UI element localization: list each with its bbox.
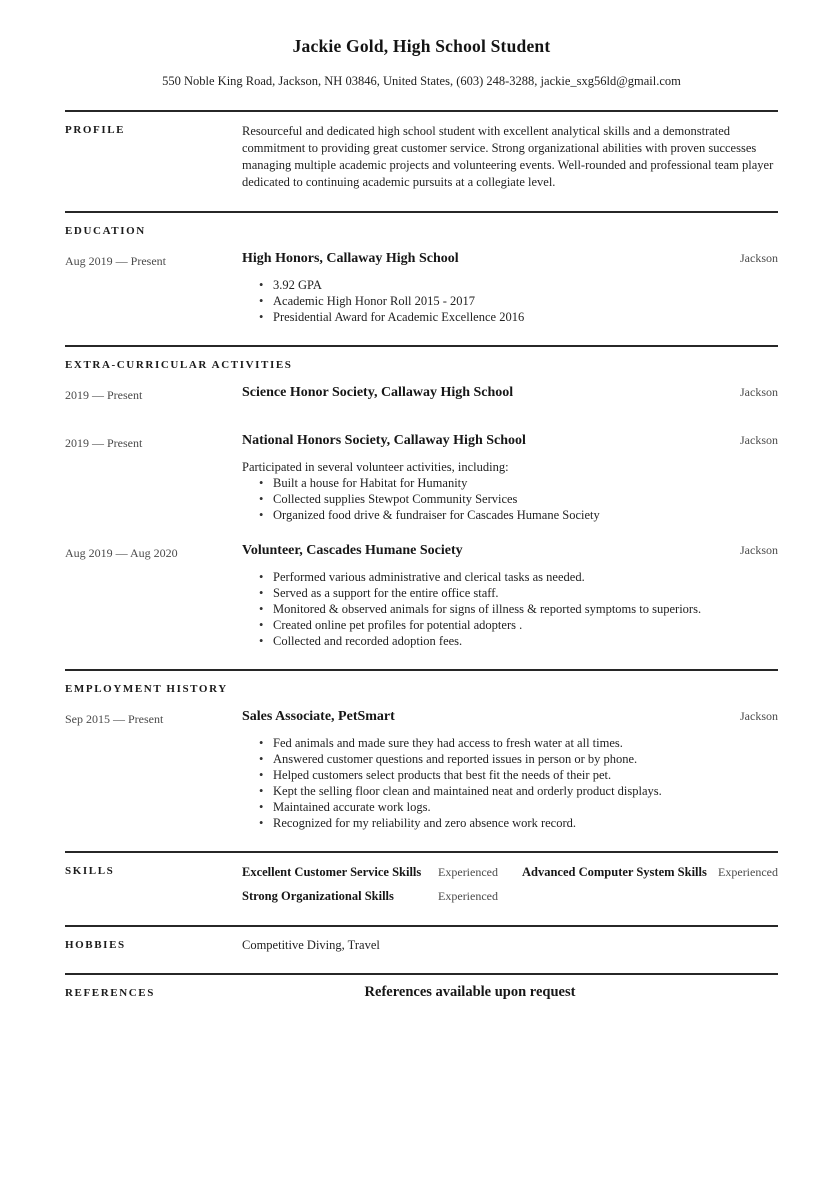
- bullet-text: Served as a support for the entire office staff.: [273, 586, 499, 600]
- skill-level: Experienced: [438, 865, 498, 879]
- section-label-employment: EMPLOYMENT HISTORY: [65, 683, 228, 695]
- skill-level: Experienced: [438, 889, 498, 903]
- resume-name: Jackie Gold, High School Student: [292, 36, 551, 56]
- bullet-dot: •: [259, 634, 264, 648]
- bullet-item: [242, 815, 778, 831]
- bullet-dot: •: [259, 586, 264, 600]
- section-education: [65, 211, 778, 345]
- entry-title: High Honors, Callaway High School: [242, 251, 459, 266]
- skill-item: [242, 888, 498, 905]
- entry-intro: Participated in several volunteer activities, including:: [242, 460, 509, 474]
- entry-location: Jackson: [740, 709, 778, 723]
- bullet-dot: •: [259, 278, 264, 292]
- section-label-references: REFERENCES: [65, 987, 155, 999]
- entry-title: Volunteer, Cascades Humane Society: [242, 543, 463, 558]
- references-text: References available upon request: [364, 984, 576, 1000]
- bullet-dot: •: [259, 310, 264, 324]
- bullet-dot: •: [259, 816, 264, 830]
- skill-name: Excellent Customer Service Skills: [242, 865, 422, 879]
- entry-title: Sales Associate, PetSmart: [242, 709, 395, 724]
- bullet-text: Created online pet profiles for potential adopters .: [273, 618, 523, 632]
- section-extracurricular: [65, 345, 778, 669]
- hobbies-text: Competitive Diving, Travel: [242, 938, 380, 952]
- skill-item: [242, 864, 498, 881]
- bullet-dot: •: [259, 768, 264, 782]
- entry-date: Aug 2019 — Aug 2020: [65, 546, 178, 560]
- extracurricular-entry: [65, 385, 778, 403]
- skill-level: Experienced: [718, 865, 778, 879]
- bullet-item: [242, 309, 778, 325]
- bullet-item: [242, 569, 778, 585]
- bullet-text: Presidential Award for Academic Excellence 2016: [273, 310, 525, 324]
- bullet-item: [242, 751, 778, 767]
- resume-header: [65, 36, 778, 89]
- bullet-text: Organized food drive & fundraiser for Cascades Humane Society: [273, 508, 600, 522]
- extracurricular-entry: [65, 543, 778, 649]
- bullet-text: Academic High Honor Roll 2015 - 2017: [273, 294, 476, 308]
- skill-name: Strong Organizational Skills: [242, 889, 394, 903]
- employment-entry: [65, 709, 778, 831]
- bullet-dot: •: [259, 294, 264, 308]
- entry-date: 2019 — Present: [65, 436, 143, 450]
- bullet-text: Monitored & observed animals for signs of illness & reported symptoms to superiors.: [273, 602, 702, 616]
- bullet-dot: •: [259, 618, 264, 632]
- section-references: [65, 973, 778, 1001]
- extracurricular-entry: [65, 433, 778, 523]
- profile-text: Resourceful and dedicated high school student with excellent analytical skills and a demonstrated commitment to providing great customer service. Strong organizational abilities with proven successes managing multiple academic projects and volunteering events. Well-rounded and professional team player dedicated to continuing academic pursuits at a collegiate level.: [242, 124, 774, 189]
- bullet-item: [242, 633, 778, 649]
- bullet-item: [242, 617, 778, 633]
- section-label-skills: SKILLS: [65, 865, 115, 877]
- bullet-dot: •: [259, 492, 264, 506]
- bullet-item: [242, 475, 778, 491]
- bullet-text: Maintained accurate work logs.: [273, 800, 431, 814]
- bullet-dot: •: [259, 800, 264, 814]
- entry-title: National Honors Society, Callaway High School: [242, 433, 526, 448]
- bullet-dot: •: [259, 752, 264, 766]
- section-hobbies: [65, 925, 778, 973]
- entry-date: Sep 2015 — Present: [65, 712, 164, 726]
- bullet-item: [242, 735, 778, 751]
- bullet-dot: •: [259, 602, 264, 616]
- bullet-item: [242, 293, 778, 309]
- bullet-item: [242, 799, 778, 815]
- bullet-item: [242, 601, 778, 617]
- entry-date: 2019 — Present: [65, 388, 143, 402]
- entry-date: Aug 2019 — Present: [65, 254, 166, 268]
- entry-location: Jackson: [740, 385, 778, 399]
- skill-item: [522, 864, 778, 905]
- bullet-list: [242, 475, 778, 523]
- bullet-dot: •: [259, 570, 264, 584]
- section-employment: [65, 669, 778, 851]
- bullet-item: [242, 277, 778, 293]
- bullet-text: Kept the selling floor clean and maintained neat and orderly product displays.: [273, 784, 662, 798]
- bullet-dot: •: [259, 508, 264, 522]
- section-label-extracurricular: EXTRA-CURRICULAR ACTIVITIES: [65, 359, 293, 371]
- bullet-text: Helped customers select products that best fit the needs of their pet.: [273, 768, 612, 782]
- entry-title: Science Honor Society, Callaway High School: [242, 385, 514, 400]
- bullet-text: Built a house for Habitat for Humanity: [273, 476, 468, 490]
- skill-name: Advanced Computer System Skills: [522, 865, 707, 879]
- bullet-dot: •: [259, 736, 264, 750]
- section-skills: [65, 851, 778, 925]
- section-label-hobbies: HOBBIES: [65, 939, 126, 951]
- entry-location: Jackson: [740, 433, 778, 447]
- skills-grid: [242, 862, 778, 905]
- bullet-text: Collected supplies Stewpot Community Services: [273, 492, 518, 506]
- entry-location: Jackson: [740, 251, 778, 265]
- bullet-text: Recognized for my reliability and zero absence work record.: [273, 816, 576, 830]
- bullet-list: [242, 735, 778, 831]
- bullet-text: Collected and recorded adoption fees.: [273, 634, 463, 648]
- contact-line: 550 Noble King Road, Jackson, NH 03846, United States, (603) 248-3288, jackie_sxg56ld@gmail.com: [162, 74, 681, 88]
- bullet-item: [242, 783, 778, 799]
- bullet-text: Fed animals and made sure they had access to fresh water at all times.: [273, 736, 623, 750]
- section-label-education: EDUCATION: [65, 225, 146, 237]
- bullet-item: [242, 585, 778, 601]
- section-profile: [65, 110, 778, 211]
- bullet-item: [242, 767, 778, 783]
- bullet-dot: •: [259, 476, 264, 490]
- bullet-item: [242, 491, 778, 507]
- education-entry: [65, 251, 778, 325]
- bullet-text: Answered customer questions and reported issues in person or by phone.: [273, 752, 638, 766]
- bullet-text: Performed various administrative and clerical tasks as needed.: [273, 570, 585, 584]
- bullet-list: [242, 569, 778, 649]
- bullet-text: 3.92 GPA: [273, 278, 322, 292]
- bullet-item: [242, 507, 778, 523]
- bullet-list: [242, 277, 778, 325]
- bullet-dot: •: [259, 784, 264, 798]
- entry-location: Jackson: [740, 543, 778, 557]
- section-label-profile: PROFILE: [65, 124, 126, 136]
